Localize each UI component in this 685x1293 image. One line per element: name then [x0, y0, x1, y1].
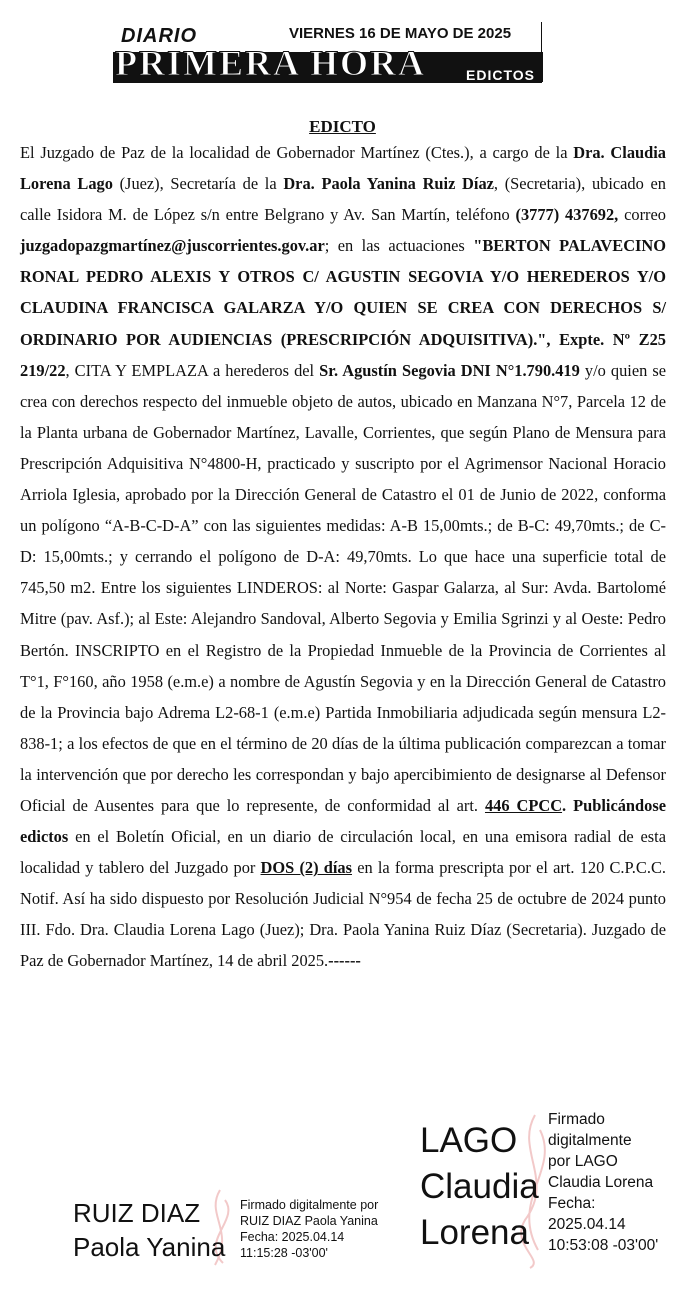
edict-text-segment: Sr. Agustín Segovia DNI N°1.790.419 — [319, 360, 580, 380]
edict-text-segment: "BERTON PALAVECINO RONAL PEDRO ALEXIS Y OTROS C/ AGUSTIN SEGOVIA Y/O HEREDEROS Y/O CLAUDINA FRANCISCA GALARZA Y/O QUIEN SE CREA CON DERECHOS S/ ORDINARIO POR AUDIENCIAS (PRESCRIPCIÓN ADQUISITIVA).", Expte. Nº Z25 219/22 — [20, 236, 667, 380]
edict-text-segment: DOS (2) días — [260, 858, 352, 878]
edict-text-segment: . — [562, 795, 574, 815]
logo-diario-text: DIARIO — [121, 25, 197, 47]
signature-detail-line: Claudia Lorena — [548, 1174, 654, 1191]
signature-detail-line: Firmado digitalmente por — [240, 1198, 379, 1212]
edict-text-segment: (3777) 437692, — [515, 205, 619, 225]
edict-text-segment: Publicándose edictos — [20, 795, 666, 847]
signature-detail-line: Fecha: — [548, 1195, 596, 1212]
edict-body-text — [20, 137, 666, 977]
signature-detail-line: 11:15:28 -03'00' — [240, 1246, 328, 1260]
document-title: EDICTO — [309, 117, 376, 136]
edict-text-segment: , (Secretaria), ubicado en calle Isidora M. de López s/n entre Belgrano y Av. San Martín, teléfono — [20, 174, 666, 225]
edict-text-segment: (Juez), Secretaría de la — [112, 174, 284, 194]
edict-text-segment: en la forma prescripta por el art. 120 C.P.C.C. Notif. Así ha sido dispuesto por Resolución Judicial N°954 de fecha 25 de octubre de 2024 punto III. Fdo. Dra. Claudia Lorena Lago (Juez); Dra. Paola Yanina Ruiz Díaz (Secretaria). Juzgado de Paz de Gobernador Martínez, 14 de abril 2025. — [20, 858, 666, 971]
edict-text-segment: juzgadopazgmartínez@juscorrientes.gov.ar — [20, 236, 325, 256]
edict-text-segment: 446 CPCC — [484, 795, 563, 815]
edict-text-segment: y/o quien se crea con derechos respecto del inmueble objeto de autos, ubicado en Manzana N°7, Parcela 12 de la Planta urbana de Gobernador Martínez, Lavalle, Corrientes, que según Plano de Mensura para Prescripción Adquisitiva N°4800-H, practicado y suscripto por el Agrimensor Nacional Horacio Arriola Iglesia, aprobado por la Dirección General de Catastro el 01 de Junio de 2022, conforma un polígono “A-B-C-D-A” con las siguientes medidas: A-B 15,00mts.; de B-C: 49,70mts.; de C-D: 15,00mts.; y cerrando el polígono de D-A: 49,70mts. Lo que hace una superficie total de 745,50 m2. Entre los siguientes LINDEROS: al Norte: Gaspar Galarza, al Sur: Avda. Bartolomé Mitre (pav. Asf.); al Este: Alejandro Sandoval, Alberto Segovia y Emilia Sgrinzi y al Oeste: Pedro Bertón. INSCRIPTO en el Registro de la Propiedad Inmueble de la Provincia de Corrientes al T°1, F°160, año 1958 (e.m.e) a nombre de Agustín Segovia y en la Dirección General de Catastro de la Provincia bajo Adrema L2-68-1 (e.m.e) Partida Inmobiliaria adjudicada según mensura L2-838-1; a los efectos de que en el término de 20 días de la última publicación comparezcan a tomar la intervención que por derecho les correspondan y bajo apercibimiento de designarse al Defensor Oficial de Ausentes para que lo represente, de conformidad al art. — [20, 360, 666, 815]
signature-ruiz-diaz-name — [73, 1196, 225, 1264]
signature-name-line: Lorena — [420, 1213, 529, 1252]
edict-text-segment: El Juzgado de Paz de la localidad de Gobernador Martínez (Ctes.), a cargo de la — [20, 143, 574, 162]
signature-detail-line: Fecha: 2025.04.14 — [240, 1230, 345, 1244]
signature-name-line: Claudia — [420, 1167, 539, 1206]
edict-text-segment: ; en las actuaciones — [324, 236, 474, 256]
edict-text-segment: en el Boletín Oficial, en un diario de circulación local, en una emisora radial de esta localidad y tablero del Juzgado por — [20, 827, 666, 878]
signature-detail-line: RUIZ DIAZ Paola Yanina — [240, 1214, 378, 1228]
signature-detail-line: 10:53:08 -03'00' — [548, 1237, 659, 1254]
signature-name-line: LAGO — [420, 1121, 518, 1160]
signature-detail-line: por LAGO — [548, 1153, 618, 1170]
signature-detail-line: digitalmente — [548, 1132, 632, 1149]
signature-lago-name — [420, 1118, 539, 1256]
edict-text-segment: correo — [618, 205, 666, 225]
edict-text-segment: Dra. Paola Yanina Ruiz Díaz — [283, 174, 494, 194]
signature-lago-details — [548, 1109, 658, 1256]
signature-detail-line: 2025.04.14 — [548, 1216, 626, 1233]
signature-name-line: Paola Yanina — [73, 1232, 226, 1262]
logo-section-text: EDICTOS — [466, 67, 535, 83]
logo-primera-hora-text: PRIMERA HORA — [115, 43, 426, 83]
masthead — [113, 22, 543, 84]
edict-text-segment: ------ — [328, 951, 361, 971]
edict-text-segment: , CITA Y EMPLAZA a herederos del — [65, 360, 320, 380]
signature-ruiz-diaz-details — [240, 1197, 378, 1261]
signature-name-line: RUIZ DIAZ — [73, 1198, 201, 1228]
signature-detail-line: Firmado — [548, 1111, 605, 1128]
publication-date: VIERNES 16 DE MAYO DE 2025 — [285, 25, 515, 43]
edict-text-segment: Dra. Claudia Lorena Lago — [20, 143, 666, 194]
